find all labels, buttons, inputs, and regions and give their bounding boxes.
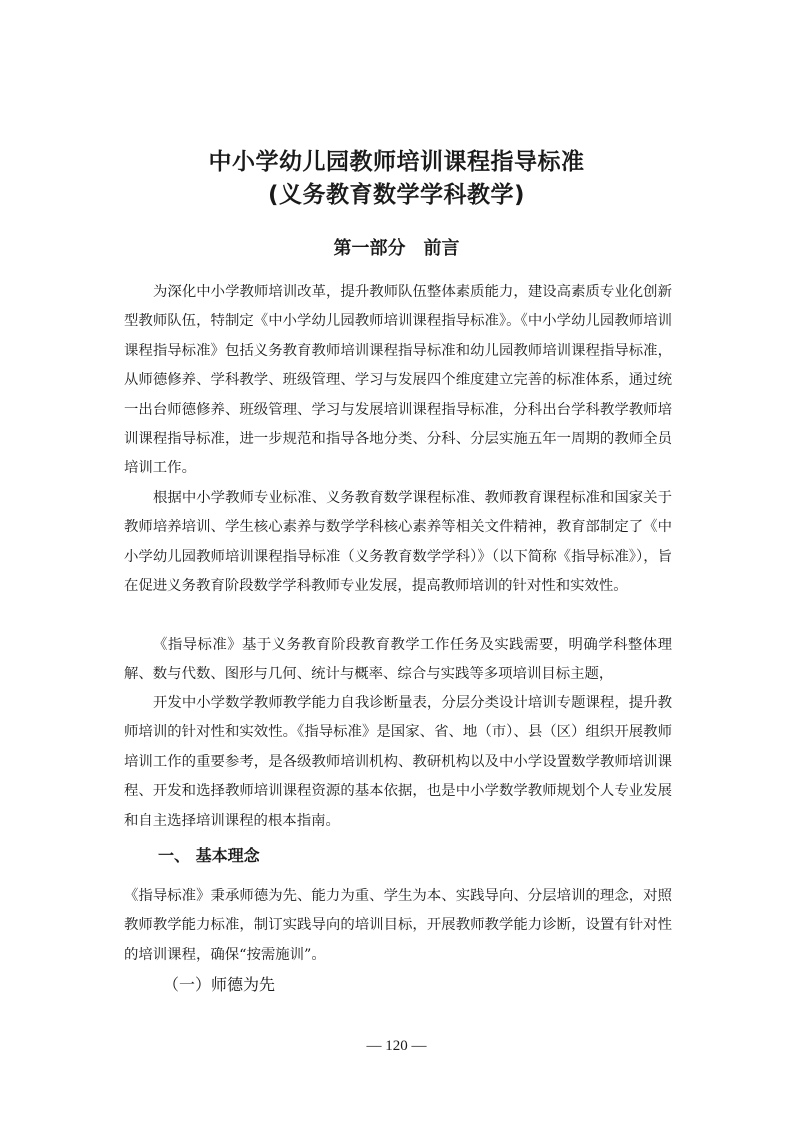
paragraph-goals: 《指导标准》基于义务教育阶段教育教学工作任务及实践需要，明确学科整体理解、数与代数、图形与几何、统计与概率、综合与实践等多项培训目标主题， — [124, 637, 672, 683]
document-title: 中小学幼儿园教师培训课程指导标准 — [208, 149, 585, 175]
paragraph-basis: 根据中小学教师专业标准、义务教育数学课程标准、教师教育课程标准和国家关于教师培养培训、学生核心素养与数学学科核心素养等相关文件精神，教育部制定了《中小学幼儿园教师培训课程指导标准（义务教育数学学科）》（以下简称《指导标准》），旨在促进义务教育阶段数学学科教师专业发展，提高教师培训的针对性和实效性。 — [124, 490, 672, 595]
subsection-heading-ethics-first: （一）师德为先 — [163, 975, 276, 994]
part-heading: 第一部分 前言 — [333, 238, 460, 259]
paragraph-intro: 为深化中小学教师培训改革，提升教师队伍整体素质能力，建设高素质专业化创新型教师队伍，特制定《中小学幼儿园教师培训课程指导标准》。《中小学幼儿园教师培训课程指导标准》包括义务教育教师培训课程指导标准和幼儿园教师培训课程指导标准，从师德修养、学科教学、班级管理、学习与发展四个维度建立完善的标准体系，通过统一出台师德修养、班级管理、学习与发展培训课程指导标准，分科出台学科教学教师培训课程指导标准，进一步规范和指导各地分类、分科、分层实施五年一周期的教师全员培训工作。 — [124, 284, 672, 477]
document-subtitle: (义务教育数学学科教学) — [267, 182, 526, 208]
paragraph-purpose: 开发中小学数学教师教学能力自我诊断量表，分层分类设计培训专题课程，提升教师培训的针对性和实效性。《指导标准》是国家、省、地（市）、县（区）组织开展教师培训工作的重要参考，是各级教师培训机构、教研机构以及中小学设置数学教师培训课程、开发和选择教师培训课程资源的基本依据，也是中小学数学教师规划个人专业发展和自主选择培训课程的根本指南。 — [124, 695, 672, 829]
paragraph-basic-concepts: 《指导标准》秉承师德为先、能力为重、学生为本、实践导向、分层培训的理念，对照教师教学能力标准，制订实践导向的培训目标，开展教师教学能力诊断，设置有针对性的培训课程，确保“按需施训”。 — [124, 888, 672, 963]
section-heading-basic-concepts: 一、 基本理念 — [158, 846, 260, 865]
page-number: — 120 — — [366, 1038, 427, 1054]
